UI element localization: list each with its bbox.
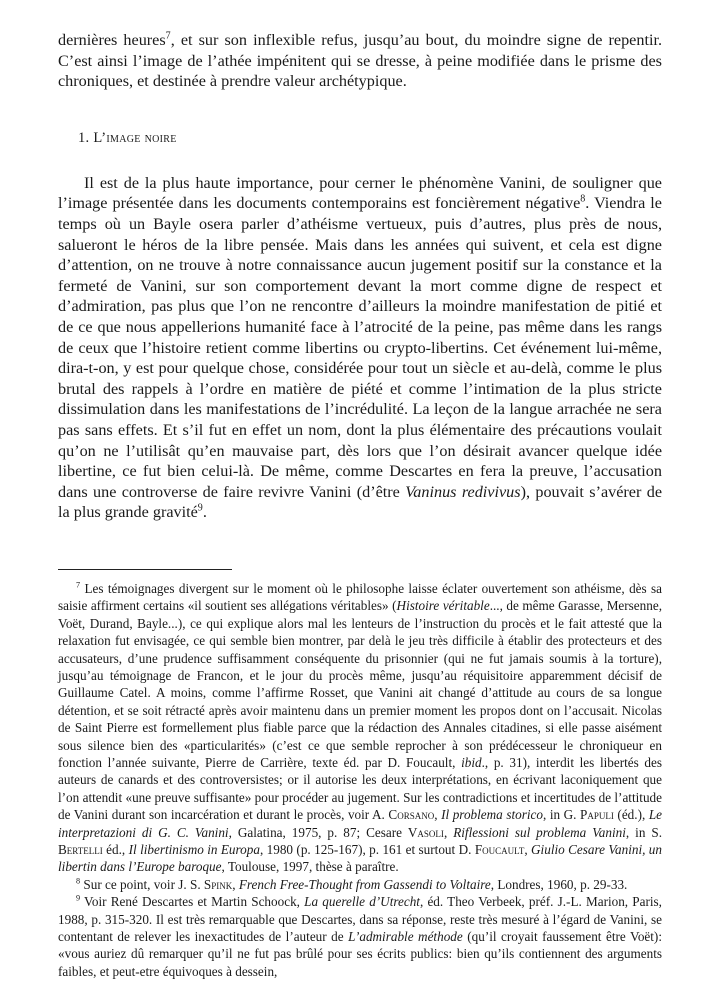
text-run: , — [232, 876, 239, 892]
text-run: , Toulouse, 1997, thèse à paraître. — [221, 859, 399, 875]
footnote-7 — [58, 580, 662, 876]
text-run: , in S. — [625, 824, 663, 840]
italic-title: Histoire véritable — [396, 598, 490, 614]
intro-paragraph — [58, 30, 662, 92]
italic-title: L’admirable méthode — [348, 929, 463, 944]
text-run: , Galatina, 1975, p. 87; Cesare — [228, 824, 408, 840]
footnote-mark: 7 — [76, 580, 81, 590]
author-name: Papuli — [580, 807, 614, 823]
footnote-ref-9[interactable]: 9 — [197, 502, 203, 514]
footnote-mark: 9 — [76, 893, 81, 903]
author-name: Bertelli — [58, 841, 103, 857]
text-run: , — [443, 824, 454, 840]
text-run: . Viendra le temps où un Bayle osera parler d’athéisme vertueux, puis d’autres, plus près de nous, salueront le héros de la libre pensée. Mais dans les années qui suivent, et cela est digne d’attention, on ne trouve à notre connaissance aucun jugement positif sur la constance et la fermeté de Vanini, sur son comportement devant la mort comme digne de respect et d’admiration, pas plus que l’on ne rencontre d’ailleurs la moindre manifestation de pitié et de ce que nous appellerions humanité face à l’atrocité de la peine, pas même dans les rangs de ceux que l’histoire retient comme libertins ou crypto-libertins. Cet événement lui-même, dira-t-on, y est pour quelque chose, considérée pour tout un siècle et au-delà, comme le plus brutal des rappels à l’ordre en matière de piété et comme l’intimation de la plus stricte dissimulation dans les manifestations de l’incrédulité. La leçon de la langue arrachée ne sera pas sans effets. Et s’il fut en effet un nom, dont la plus élémentaire des précautions voulait qu’on ne l’utilisât qu’en mauvaise part, dès lors que l’on désirait avancer quelque idée libertine, ce fut bien celui-là. De même, comme Descartes en fera la preuve, l’accusation dans une controverse de faire revivre Vanini (d’être — [58, 194, 662, 501]
author-name: Foucault — [474, 841, 525, 857]
footnote-separator — [58, 569, 232, 570]
footnote-mark: 8 — [76, 876, 81, 886]
italic-latin-term: Vaninus redivivus — [405, 482, 521, 501]
section-title: L’image noire — [93, 129, 177, 146]
text-run: , — [434, 807, 442, 823]
author-name: Spink — [203, 876, 233, 892]
text-run: , 1980 (p. 125-167), p. 161 et surtout D. — [259, 841, 475, 857]
footnote-9 — [58, 893, 662, 980]
text-run: ..., de même Garasse, Mersenne, Voët, Durand, Bayle...), ce qui explique alors mal les lenteurs de l’instruction du procès et le fait attesté que la relaxation fut envisagée, ce qui semble bien montrer, par delà le jeu très difficile à établir des protecteurs et des accusateurs, d’une prudence suffisamment conséquente du prisonnier (qui ne fut jamais soumis à la torture), jusqu’au témoignage de Francon, et le jour du procès même, jusqu’au réquisitoire apparemment décisif de Guillaume Catel. A moins, comme l’affirme Rosset, que Vanini ait changé d’attitude au cours de sa longue détention, et se soit rétracté après avoir maintenu dans un premier moment les propos dont on l’accusait. Nicolas de Saint Pierre est formellement plus fiable parce que la rédaction des Annales citadines, si elle passe aisément sous silence bien des «particularités» (c’est ce que semble reprocher à son prédécesseur le chroniqueur en fonction l’année suivante, Pierre de Carrière, texte éd. par D. Foucault, — [58, 598, 662, 770]
text-run: , — [524, 841, 532, 857]
text-run: , in G. — [542, 807, 581, 823]
italic-title: Giulio Cesare Vanini, un libertin dans l’Europe baroque — [58, 841, 662, 875]
footnotes — [58, 580, 662, 980]
footnote-8 — [58, 876, 662, 893]
italic-title: Il libertinismo in Europa — [128, 841, 260, 857]
italic-title: ibid — [461, 754, 482, 770]
italic-title: La querelle d’Utrecht — [304, 894, 420, 910]
italic-title: Il problema storico — [441, 807, 543, 823]
text-run: Il est de la plus haute importance, pour cerner le phénomène Vanini, de souligner que l’image présentée dans les documents contemporains est foncièrement négative — [58, 173, 662, 213]
page — [58, 30, 662, 980]
author-name: Corsano — [388, 807, 435, 823]
text-run: , Londres, 1960, p. 29-33. — [490, 876, 628, 892]
text-run: . — [202, 503, 207, 522]
text-run: Voir René Descartes et Martin Schoock, — [80, 894, 305, 910]
text-run: dernières heures — [58, 31, 166, 49]
text-run: éd., — [102, 841, 129, 857]
text-run: , et sur son inflexible refus, jusqu’au bout, du moindre signe de repentir. C’est ainsi l’image de l’athée impénitent qui se dresse, à peine modifiée dans le prisme des chroniques, et destinée à prendre valeur archétypique. — [58, 31, 662, 91]
text-run: , éd. Theo Verbeek, préf. J.-L. Marion, Paris, 1988, p. 315-320. Il est très remarquable que Descartes, dans sa réponse, reste très mesuré à l’égard de Vanini, se contentant de relever les inexactitudes de l’auteur de — [58, 894, 662, 944]
text-run: (éd.), — [613, 807, 649, 823]
author-name: Vasoli — [407, 824, 444, 840]
italic-title: Riflessioni sul problema Vanini — [453, 824, 626, 840]
italic-title: French Free-Thought from Gassendi to Voltaire — [238, 876, 491, 892]
section-number: 1. — [78, 129, 90, 146]
section-heading — [78, 130, 662, 147]
text-run: (qu’il croyait faussement être Voët): «vous auriez dû remarquer qu’il ne fut pas brûlé pour ses écrits publics: bien qu’ils contiennent des arguments faibles, et peut-etre équivoques à dessein, — [58, 929, 662, 979]
text-run: ), pouvait s’avérer de la plus grande gravité — [58, 482, 663, 522]
italic-title: Le interpretazioni di G. C. Vanini — [58, 807, 663, 840]
text-run: Sur ce point, voir J. S. — [80, 876, 204, 892]
body-paragraph — [58, 173, 662, 523]
footnote-ref-7[interactable]: 7 — [165, 30, 171, 42]
footnote-ref-8[interactable]: 8 — [580, 193, 586, 205]
text-run: Les témoignages divergent sur le moment où le philosophe laisse éclater ouvertement son athéisme, dès sa saisie affirment certains «il soutient ses allégations véritables» ( — [58, 580, 662, 614]
text-run: ., p. 31), interdit les libertés des auteurs de canards et des controversistes; or il autorise les deux interprétations, en écrivant laconiquement que l’on attendit «une preuve suffisante» pour procéder au jugement. Sur les contradictions et incertitudes de l’attitude de Vanini durant son incarcération et durant le procès, voir A. — [58, 754, 662, 823]
main-text — [58, 30, 662, 523]
